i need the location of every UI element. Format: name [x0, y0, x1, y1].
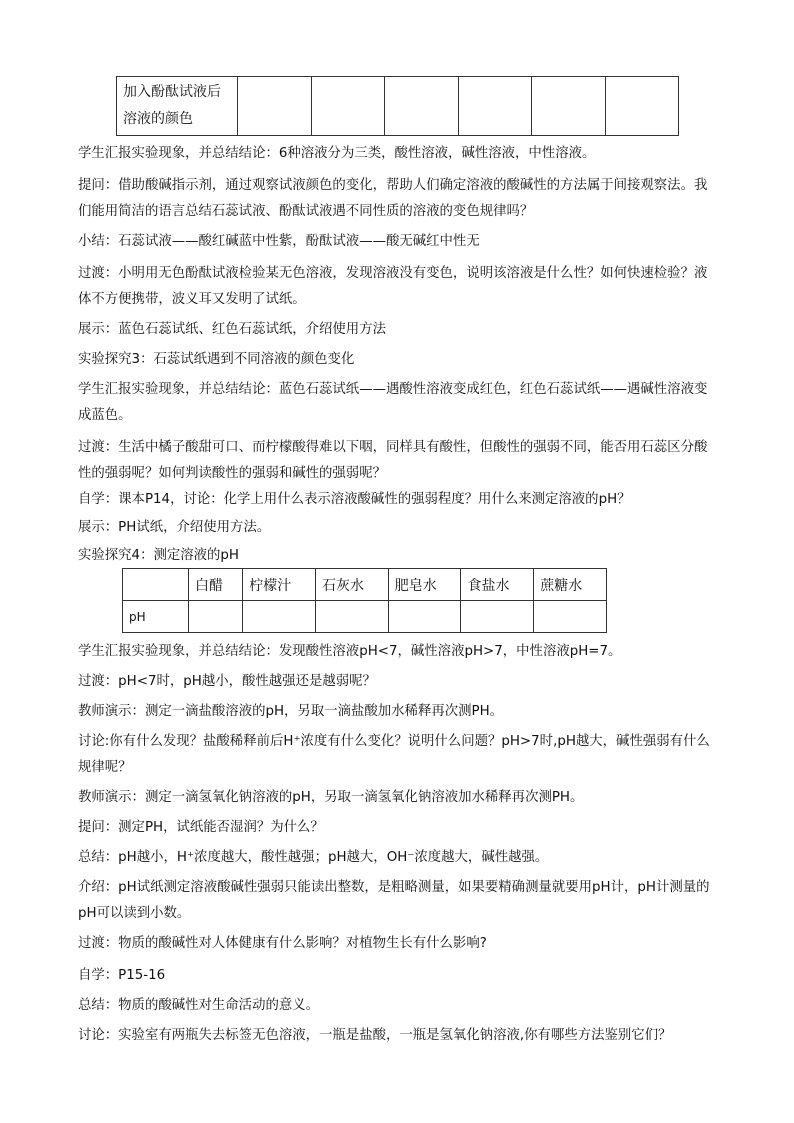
table-cell: [532, 77, 606, 136]
paragraph: 讨论：实验室有两瓶失去标签无色溶液，一瓶是盐酸，一瓶是氢氧化钠溶液,你有哪些方法鉴别它们？: [78, 1028, 672, 1043]
table-cell: [605, 77, 679, 136]
paragraph: 提问：测定PH，试纸能否湿润？为什么？: [78, 820, 324, 835]
table-cell: [461, 601, 534, 633]
table-header-cell: 白醋: [189, 569, 243, 601]
table-row-label: pH: [123, 601, 189, 633]
paragraph: 介绍：pH试纸测定溶液酸碱性强弱只能读出整数，是粗略测量，如果要精确测量就要用pH计，pH计测量的pH可以读到小数。: [78, 880, 710, 921]
table-cell: [458, 77, 532, 136]
phenolphthalein-color-table: [116, 76, 679, 136]
paragraph: 讨论:你有什么发现？盐酸稀释前后H⁺浓度有什么变化？说明什么问题？pH>7时,pH越大，碱性强弱有什么规律呢？: [78, 734, 710, 775]
paragraph: 学生汇报实验现象，并总结结论：蓝色石蕊试纸——遇酸性溶液变成红色，红色石蕊试纸——遇碱性溶液变成蓝色。: [78, 382, 708, 423]
table-cell: [243, 601, 316, 633]
paragraph: 提问：借助酸碱指示剂，通过观察试液颜色的变化，帮助人们确定溶液的酸碱性的方法属于间接观察法。我们能用简洁的语言总结石蕊试液、酚酞试液遇不同性质的溶液的变色规律吗？: [78, 178, 708, 219]
table-cell: [385, 77, 459, 136]
table-header-cell: [123, 569, 189, 601]
paragraph: 自学：P15-16: [78, 968, 166, 983]
table-header-cell: 蔗糖水: [534, 569, 607, 601]
paragraph: 小结：石蕊试液——酸红碱蓝中性紫，酚酞试液——酸无碱红中性无: [78, 234, 480, 249]
table-row: [123, 601, 607, 633]
paragraph: 学生汇报实验现象，并总结结论：6种溶液分为三类，酸性溶液，碱性溶液，中性溶液。: [78, 146, 596, 161]
table-cell: [315, 601, 388, 633]
paragraph: 实验探究3：石蕊试纸遇到不同溶液的颜色变化: [78, 352, 355, 367]
paragraph: 过渡：物质的酸碱性对人体健康有什么影响？对植物生长有什么影响?: [78, 936, 487, 951]
table-header-cell: 肥皂水: [388, 569, 461, 601]
paragraph: 学生汇报实验现象，并总结结论：发现酸性溶液pH<7，碱性溶液pH>7，中性溶液pH=7。: [78, 644, 622, 659]
table-header-cell: 石灰水: [315, 569, 388, 601]
row-label-line1: 加入酚酞试液后: [123, 84, 221, 100]
table-row: [117, 77, 679, 136]
paragraph: 教师演示：测定一滴氢氧化钠溶液的pH，另取一滴氢氧化钠溶液加水稀释再次测PH。: [78, 790, 584, 805]
paragraph: 过渡：pH<7时，pH越小，酸性越强还是越弱呢？: [78, 674, 376, 689]
table-cell: [534, 601, 607, 633]
table-row: [123, 569, 607, 601]
ph-measurement-table: [122, 568, 607, 633]
table-cell: [189, 601, 243, 633]
table-header-cell: 柠檬汁: [243, 569, 316, 601]
table-cell: [311, 77, 385, 136]
table-row-label: [117, 77, 238, 136]
paragraph: 教师演示：测定一滴盐酸溶液的pH，另取一滴盐酸加水稀释再次测PH。: [78, 704, 504, 719]
table-header-cell: 食盐水: [461, 569, 534, 601]
table-cell: [238, 77, 312, 136]
paragraph: 展示：蓝色石蕊试纸、红色石蕊试纸，介绍使用方法: [78, 322, 386, 337]
paragraph: 自学：课本P14，讨论：化学上用什么表示溶液酸碱性的强弱程度？用什么来测定溶液的pH？: [78, 492, 631, 507]
paragraph: 实验探究4：测定溶液的pH: [78, 548, 239, 563]
table-cell: [388, 601, 461, 633]
paragraph: 过渡：小明用无色酚酞试液检验某无色溶液，发现溶液没有变色，说明该溶液是什么性？如何快速检验？液体不方便携带，波义耳又发明了试纸。: [78, 266, 708, 307]
paragraph: 展示：PH试纸，介绍使用方法。: [78, 520, 271, 535]
paragraph: 过渡：生活中橘子酸甜可口、而柠檬酸得难以下咽，同样具有酸性，但酸性的强弱不同，能否用石蕊区分酸性的强弱呢？如何判读酸性的强弱和碱性的强弱呢？: [78, 440, 708, 481]
paragraph: 总结：pH越小，H⁺浓度越大，酸性越强；pH越大，OH⁻浓度越大，碱性越强。: [78, 850, 549, 865]
row-label-line2: 溶液的颜色: [123, 111, 193, 127]
paragraph: 总结：物质的酸碱性对生命活动的意义。: [78, 998, 320, 1013]
